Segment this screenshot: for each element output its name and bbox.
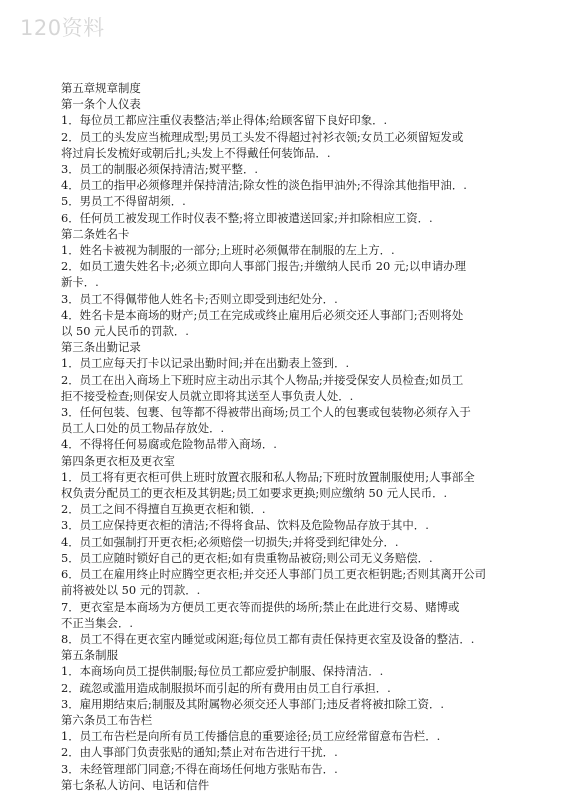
text-line: 4．员工的指甲必须修理并保持清洁;除女性的淡色指甲油外;不得涂其他指甲油．. <box>61 178 467 193</box>
text-line: 员工人口处的员工物品存放处．. <box>61 421 225 436</box>
text-line: 拒不接受检查;则保安人员就立即将其送至人事负责人处．. <box>61 388 354 403</box>
text-line: 5．员工应随时锁好自己的更衣柜;如有贵重物品被窃;则公司无义务赔偿．. <box>61 550 433 565</box>
text-line: 4．不得将任何易腐或危险物品带入商场．. <box>61 437 277 452</box>
text-line: 将过肩长发梳好或朝后扎;头发上不得戴任何装饰品．. <box>61 145 331 160</box>
section-heading: 第六条员工布告栏 <box>61 712 153 727</box>
text-line: 3．未经管理部门同意;不得在商场任何地方张贴布告．. <box>61 761 338 776</box>
text-line: 4．员工如强制打开更衣柜;必须赔偿一切损失;并将受到纪律处分．. <box>61 534 399 549</box>
text-line: 1．本商场向员工提供制服;每位员工都应爱护制服、保持清洁．. <box>61 664 384 679</box>
text-line: 1．员工应每天打卡以记录出勤时间;并在出勤表上签到．. <box>61 356 350 371</box>
text-line: 2．疏忽或滥用造成制服损坏而引起的所有费用由员工自行承担．. <box>61 680 391 695</box>
text-line: 5．男员工不得留胡须．. <box>61 194 186 209</box>
text-line: 2．由人事部门负责张贴的通知;禁止对布告进行干扰．. <box>61 745 338 760</box>
section-heading: 第二条姓名卡 <box>61 226 130 241</box>
section-heading: 第四条更衣柜及更衣室 <box>61 453 175 468</box>
text-line: 2．员工的头发应当梳理成型;男员工头发不得超过衬衫衣领;女员工必须留短发或 <box>61 129 464 144</box>
section-heading: 第五条制服 <box>61 648 118 663</box>
text-line: 2．员工在出入商场上下班时应主动出示其个人物品;并接受保安人员检查;如员工 <box>61 372 464 387</box>
text-line: 6．任何员工被发现工作时仪表不整;将立即被遣送回家;并扣除相应工资．. <box>61 210 433 225</box>
watermark-logo: 120资料 <box>20 16 105 40</box>
text-line: 3．员工不得佩带他人姓名卡;否则立即受到违纪处分．. <box>61 291 338 306</box>
text-line: 1．每位员工都应注重仪表整洁;举止得体;给顾客留下良好印象．. <box>61 113 388 128</box>
document-body <box>61 80 511 793</box>
text-line: 6．员工在雇用终止时应腾空更衣柜;并交还人事部门员工更衣柜钥匙;否则其离开公司 <box>61 567 486 582</box>
section-heading: 第三条出勤记录 <box>61 340 141 355</box>
text-line: 3．雇用期结束后;制服及其附属物必须交还人事部门;违反者将被扣除工资．. <box>61 696 445 711</box>
text-line: 3．员工的制服必须保持清洁;熨平整．. <box>61 162 258 177</box>
section-heading: 第一条个人仪表 <box>61 97 141 112</box>
text-line: 1．员工布告栏是向所有员工传播信息的重要途径;员工应经常留意布告栏．. <box>61 729 441 744</box>
text-line: 2．如员工遗失姓名卡;必须立即向人事部门报告;并缴纳人民币 20 元;以申请办理 <box>61 259 466 274</box>
text-line: 前将被处以 50 元的罚款．. <box>61 583 201 598</box>
section-heading: 第五章规章制度 <box>61 81 141 95</box>
text-line: 4．姓名卡是本商场的财产;员工在完成或终止雇用后必须交还人事部门;否则将处 <box>61 307 464 322</box>
text-line: 不正当集会．. <box>61 615 133 630</box>
text-line: 以 50 元人民币的罚款．. <box>61 324 189 339</box>
text-line: 2．员工之间不得擅自互换更衣柜和锁．. <box>61 502 266 517</box>
text-line: 7．更衣室是本商场为方便员工更衣等而提供的场所;禁止在此进行交易、赌博或 <box>61 599 460 614</box>
text-line: 3．任何包装、包裹、包等都不得被带出商场;员工个人的包裹或包装物必须存入于 <box>61 405 471 420</box>
text-line: 权负责分配员工的更衣柜及其钥匙;员工如要求更换;则应缴纳 50 元人民币．. <box>61 486 448 501</box>
section-heading: 第七条私人访问、电话和信件 <box>61 777 210 792</box>
text-line: 8．员工不得在更衣室内睡觉或闲逛;每位员工都有责任保持更衣室及设备的整洁．. <box>61 631 475 646</box>
text-line: 1．姓名卡被视为制服的一部分;上班时必须佩带在制服的左上方．. <box>61 243 395 258</box>
text-line: 新卡．. <box>61 275 99 290</box>
text-line: 3．员工应保持更衣柜的清洁;不得将食品、饮料及危险物品存放于其中．. <box>61 518 429 533</box>
text-line: 1．员工将有更衣柜可供上班时放置衣服和私人物品;下班时放置制服使用;人事部全 <box>61 469 475 484</box>
